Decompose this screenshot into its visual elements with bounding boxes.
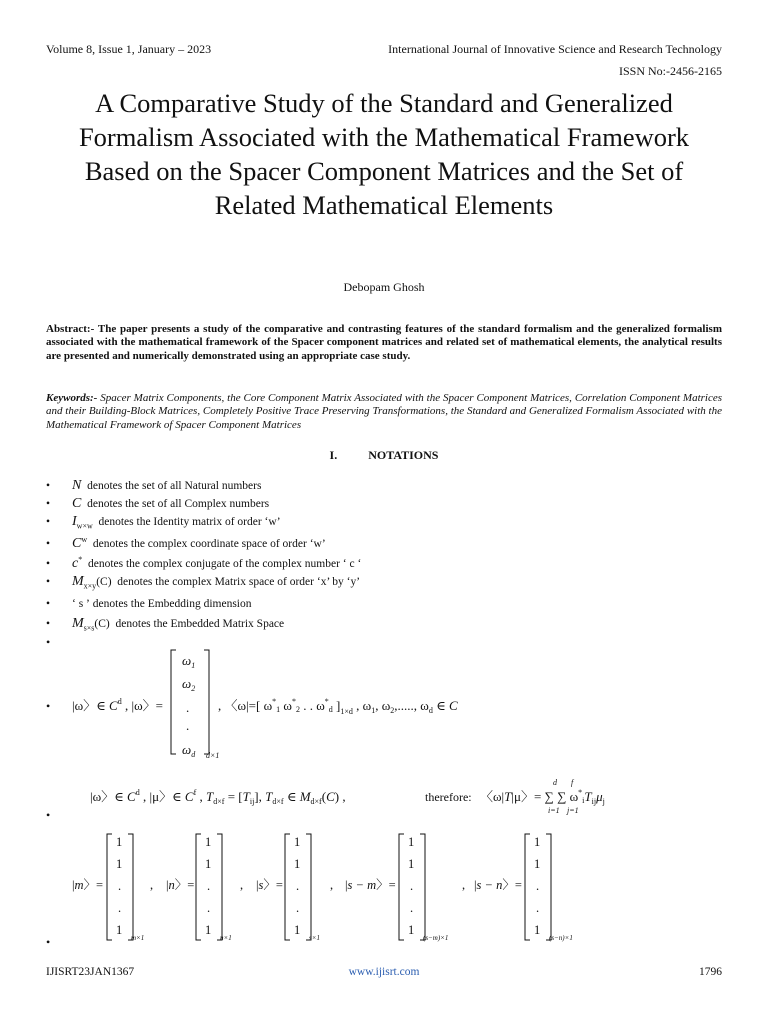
svg-text:d×1: d×1 <box>206 751 220 760</box>
bullets <box>46 635 50 949</box>
svg-text:ω2: $\omega_2$ <box>182 676 196 693</box>
svg-text:.: . <box>296 901 300 915</box>
equation-unit-vectors <box>72 834 573 942</box>
svg-text:.: . <box>186 718 190 733</box>
header-journal: International Journal of Innovative Science and Research Technology <box>388 42 722 56</box>
svg-text:(s−m)×1: (s−m)×1 <box>423 934 449 942</box>
section-number: I. <box>329 448 338 462</box>
footer-page-number: 1796 <box>699 966 722 978</box>
svg-text:s×1: s×1 <box>309 934 320 942</box>
svg-text:n×1: n×1 <box>220 934 232 942</box>
svg-text:|m〉=: |m〉= <box>72 878 104 892</box>
svg-text:1: 1 <box>294 835 301 849</box>
svg-text:1: 1 <box>116 857 123 871</box>
svg-text:(s−n)×1: (s−n)×1 <box>549 934 573 942</box>
keywords <box>46 392 722 432</box>
svg-text:•: • <box>46 935 51 949</box>
svg-text:1: 1 <box>294 923 301 937</box>
section-heading <box>0 448 768 463</box>
svg-text:m×1: m×1 <box>131 934 145 942</box>
notation-item: • $I_{w\times w}$ denotes the Identity matrix of order ‘w’ <box>46 514 281 531</box>
svg-text:•: • <box>46 635 51 649</box>
svg-text:1: 1 <box>205 857 212 871</box>
svg-text:1: 1 <box>116 835 123 849</box>
svg-text:.: . <box>207 879 211 893</box>
svg-text:ω1: $\omega_1$ <box>182 653 196 670</box>
svg-text:1: 1 <box>294 857 301 871</box>
svg-text:〈ω|T|μ〉= ∑ ∑ ω*iTijμj: 〈ω|T|μ〉= ∑ ∑ $\omega^*_iT_{ij}\mu_j$ <box>480 788 605 806</box>
header-volume: Volume 8, Issue 1, January – 2023 <box>46 42 212 56</box>
keywords-text: Spacer Matrix Components, the Core Component Matrix Associated with the Spacer Component Matrices, Correlation Component Matrices and their Building-Block Matrices, Completely Positive Trace Preserving Transformations, the Standard and Generalized Formalism Associated with the Mathematical Framework of Spacer Component Matrices <box>46 392 723 431</box>
svg-text:ωd: $\omega_d$ <box>182 742 196 759</box>
notation-item: • $M_{x\times y}(C)$ denotes the complex Matrix space of order ‘x’ by ‘y’ <box>46 574 361 591</box>
notation-item: • $C^w$ denotes the complex coordinate space of order ‘w’ <box>46 535 326 551</box>
svg-text:d: d <box>553 778 557 787</box>
svg-text:1: 1 <box>408 835 415 849</box>
svg-text:|ω〉∈ Cd , |ω〉=: |ω〉∈ $C^d$ , |ω〉= <box>72 697 163 713</box>
svg-text:|s − n〉=: |s − n〉= <box>474 878 522 892</box>
paper-title: A Comparative Study of the Standard and Generalized Formalism Associated with the Mathematical Framework Based on the Spacer Component Matrices and the Set of Related Mathematical Elements <box>78 88 690 220</box>
abstract: Abstract:- The paper presents a study of the comparative and contrasting features of the standard formalism and the generalized formalism associated with the mathematical framework of the Spacer component matrices and related set of mathematical elements, the analytical results are presented and numerically demonstrated using an appropriate case study. <box>46 323 722 362</box>
svg-text:1: 1 <box>205 835 212 849</box>
svg-text:|ω〉∈ Cd , |μ〉∈ Cf , Td×f =: |ω〉∈ $C^d$ , |μ〉∈ $C^f$ , $T_{d\times f} = [T_{ij}]$, $T_{d\times f}$ ∈ $M_{d\times f}(C)$ , <box>90 788 346 806</box>
notation-item: • N denotes the set of all Natural numbers <box>46 478 262 493</box>
header-issn: ISSN No:-2456-2165 <box>618 64 722 78</box>
svg-text:1: 1 <box>408 857 415 871</box>
svg-text:f: f <box>571 778 574 787</box>
svg-text:.: . <box>186 700 190 715</box>
svg-text:,: , <box>462 878 466 892</box>
svg-text:|n〉=: |n〉= <box>166 878 195 892</box>
footer-paper-id: IJISRT23JAN1367 <box>46 966 135 978</box>
svg-text:, 〈ω|=[ ω*1 ω*2 .: , 〈ω|=[ $\omega^*_1$ $\omega^*_2$ . . $\omega^*_d$ ]$_{1\times d}$ , $\omega_1$, $\omega_2$,....., $\omega_d$ ∈ C <box>218 697 458 716</box>
svg-text:1: 1 <box>116 923 123 937</box>
svg-text:1: 1 <box>205 923 212 937</box>
svg-text:|s − m〉=: |s − m〉= <box>345 878 396 892</box>
svg-text:.: . <box>410 901 414 915</box>
svg-text:.: . <box>118 879 122 893</box>
therefore-label: therefore: <box>425 790 472 804</box>
notation-item: • ‘ s ’ denotes the Embedding dimension <box>46 598 252 610</box>
svg-text:,: , <box>330 878 334 892</box>
svg-text:•: • <box>46 699 51 713</box>
svg-text:.: . <box>207 901 211 915</box>
author-name: Debopam Ghosh <box>343 280 425 294</box>
notation-item: • c* denotes the complex conjugate of the complex number ‘ c ‘ <box>46 555 362 571</box>
svg-text:1: 1 <box>534 923 541 937</box>
svg-text:.: . <box>536 879 540 893</box>
svg-text:1: 1 <box>408 923 415 937</box>
svg-text:1: 1 <box>534 857 541 871</box>
svg-text:.: . <box>296 879 300 893</box>
svg-text:,: , <box>240 878 244 892</box>
equation-bilinear <box>90 778 605 815</box>
svg-text:.: . <box>536 901 540 915</box>
svg-text:.: . <box>410 879 414 893</box>
section-title: NOTATIONS <box>368 448 439 462</box>
notation-item: • C denotes the set of all Complex numbers <box>46 496 270 511</box>
svg-text:,: , <box>150 878 154 892</box>
svg-text:.: . <box>118 901 122 915</box>
svg-text:•: • <box>46 808 51 822</box>
notation-item: • $M_{s\times s}(C)$ denotes the Embedded Matrix Space <box>46 616 285 633</box>
equation-ket-bra <box>72 650 458 760</box>
svg-text:i=1: i=1 <box>548 806 560 815</box>
svg-text:|s〉=: |s〉= <box>256 878 283 892</box>
svg-text:j=1: j=1 <box>567 806 579 815</box>
keywords-label: Keywords:- <box>46 392 98 404</box>
svg-text:1: 1 <box>534 835 541 849</box>
footer-website-link[interactable]: www.ijisrt.com <box>348 966 420 978</box>
